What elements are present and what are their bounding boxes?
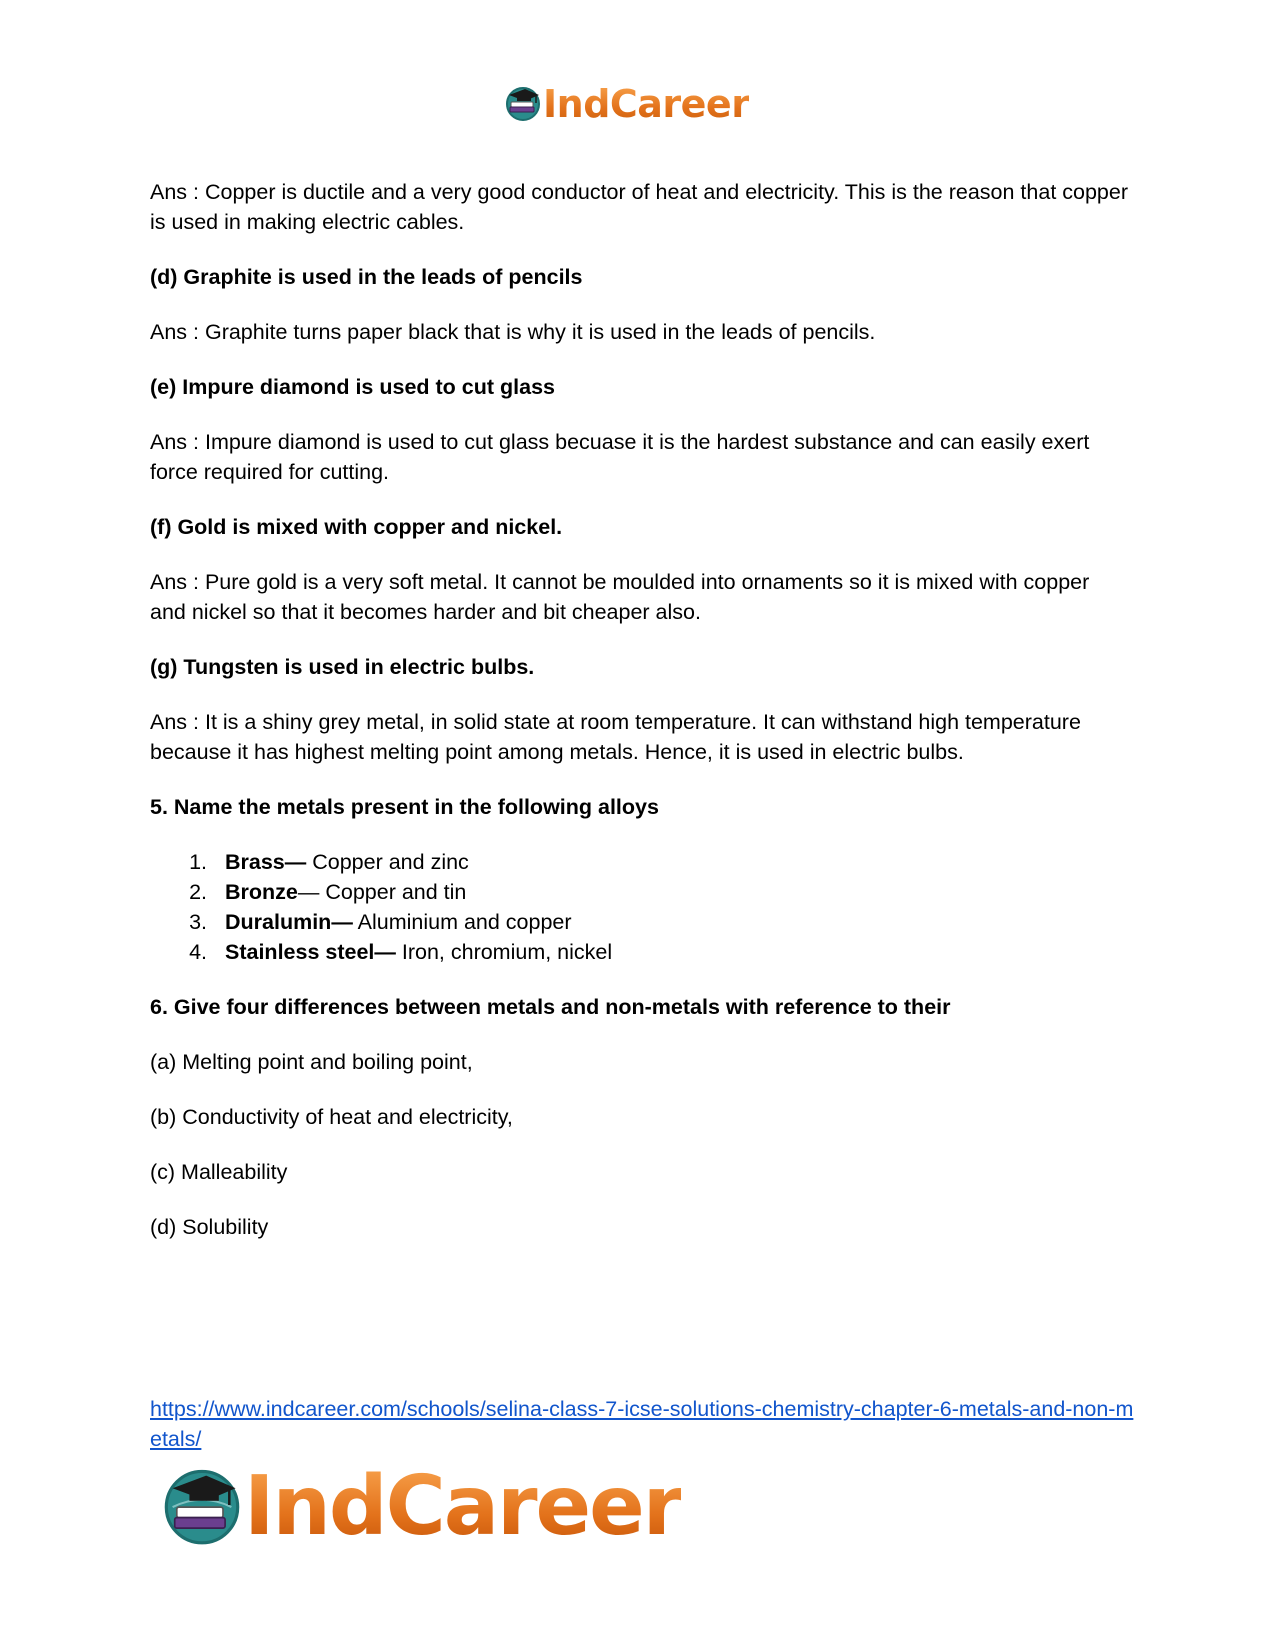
- alloy-name: Stainless steel—: [225, 940, 396, 964]
- answer-f: Ans : Pure gold is a very soft metal. It cannot be moulded into ornaments so it is mixed with copper and nickel so that it becomes harder and bit cheaper also.: [150, 570, 1090, 624]
- list-item: [150, 847, 1130, 877]
- alloys-list: [150, 847, 1130, 967]
- list-item: [150, 877, 1130, 907]
- logo-text: IndCareer: [543, 82, 750, 126]
- list-item: [150, 907, 1130, 937]
- answer-g: Ans : It is a shiny grey metal, in solid state at room temperature. It can withstand high temperature because it has highest melting point among metals. Hence, it is used in electric bulbs.: [150, 710, 1081, 764]
- graduation-cap-icon: [160, 1463, 244, 1552]
- question-5: 5. Name the metals present in the following alloys: [150, 795, 659, 819]
- question-d: (d) Graphite is used in the leads of pencils: [150, 265, 583, 289]
- list-number: 4.: [189, 940, 207, 964]
- alloy-metals: Aluminium and copper: [352, 910, 572, 934]
- question-6-c: (c) Malleability: [150, 1160, 288, 1184]
- answer-e: Ans : Impure diamond is used to cut glass becuase it is the hardest substance and can easily exert force required for cutting.: [150, 430, 1090, 484]
- source-url-link[interactable]: https://www.indcareer.com/schools/selina-class-7-icse-solutions-chemistry-chapter-6-metals-and-non-metals/: [150, 1397, 1134, 1451]
- footer-logo: [160, 1459, 682, 1554]
- question-6-a: (a) Melting point and boiling point,: [150, 1050, 473, 1074]
- list-number: 1.: [189, 850, 207, 874]
- header-logo: [503, 80, 749, 128]
- graduation-cap-icon: [503, 82, 543, 127]
- list-item: [150, 937, 1130, 967]
- question-6: 6. Give four differences between metals and non-metals with reference to their: [150, 995, 951, 1019]
- alloy-metals: Copper and zinc: [306, 850, 469, 874]
- alloy-name: Bronze: [225, 880, 298, 904]
- question-g: (g) Tungsten is used in electric bulbs.: [150, 655, 535, 679]
- answer-d: Ans : Graphite turns paper black that is why it is used in the leads of pencils.: [150, 320, 876, 344]
- list-number: 3.: [189, 910, 207, 934]
- alloy-name: Duralumin—: [225, 910, 353, 934]
- list-number: 2.: [189, 880, 207, 904]
- alloy-metals: Iron, chromium, nickel: [395, 940, 613, 964]
- logo-text: IndCareer: [244, 1459, 682, 1554]
- question-f: (f) Gold is mixed with copper and nickel.: [150, 515, 563, 539]
- document-body: [150, 177, 1130, 1267]
- alloy-name: Brass—: [225, 850, 307, 874]
- question-6-b: (b) Conductivity of heat and electricity,: [150, 1105, 513, 1129]
- question-e: (e) Impure diamond is used to cut glass: [150, 375, 555, 399]
- alloy-metals: — Copper and tin: [297, 880, 467, 904]
- question-6-d: (d) Solubility: [150, 1215, 269, 1239]
- answer-c: Ans : Copper is ductile and a very good conductor of heat and electricity. This is the reason that copper is used in making electric cables.: [150, 180, 1129, 234]
